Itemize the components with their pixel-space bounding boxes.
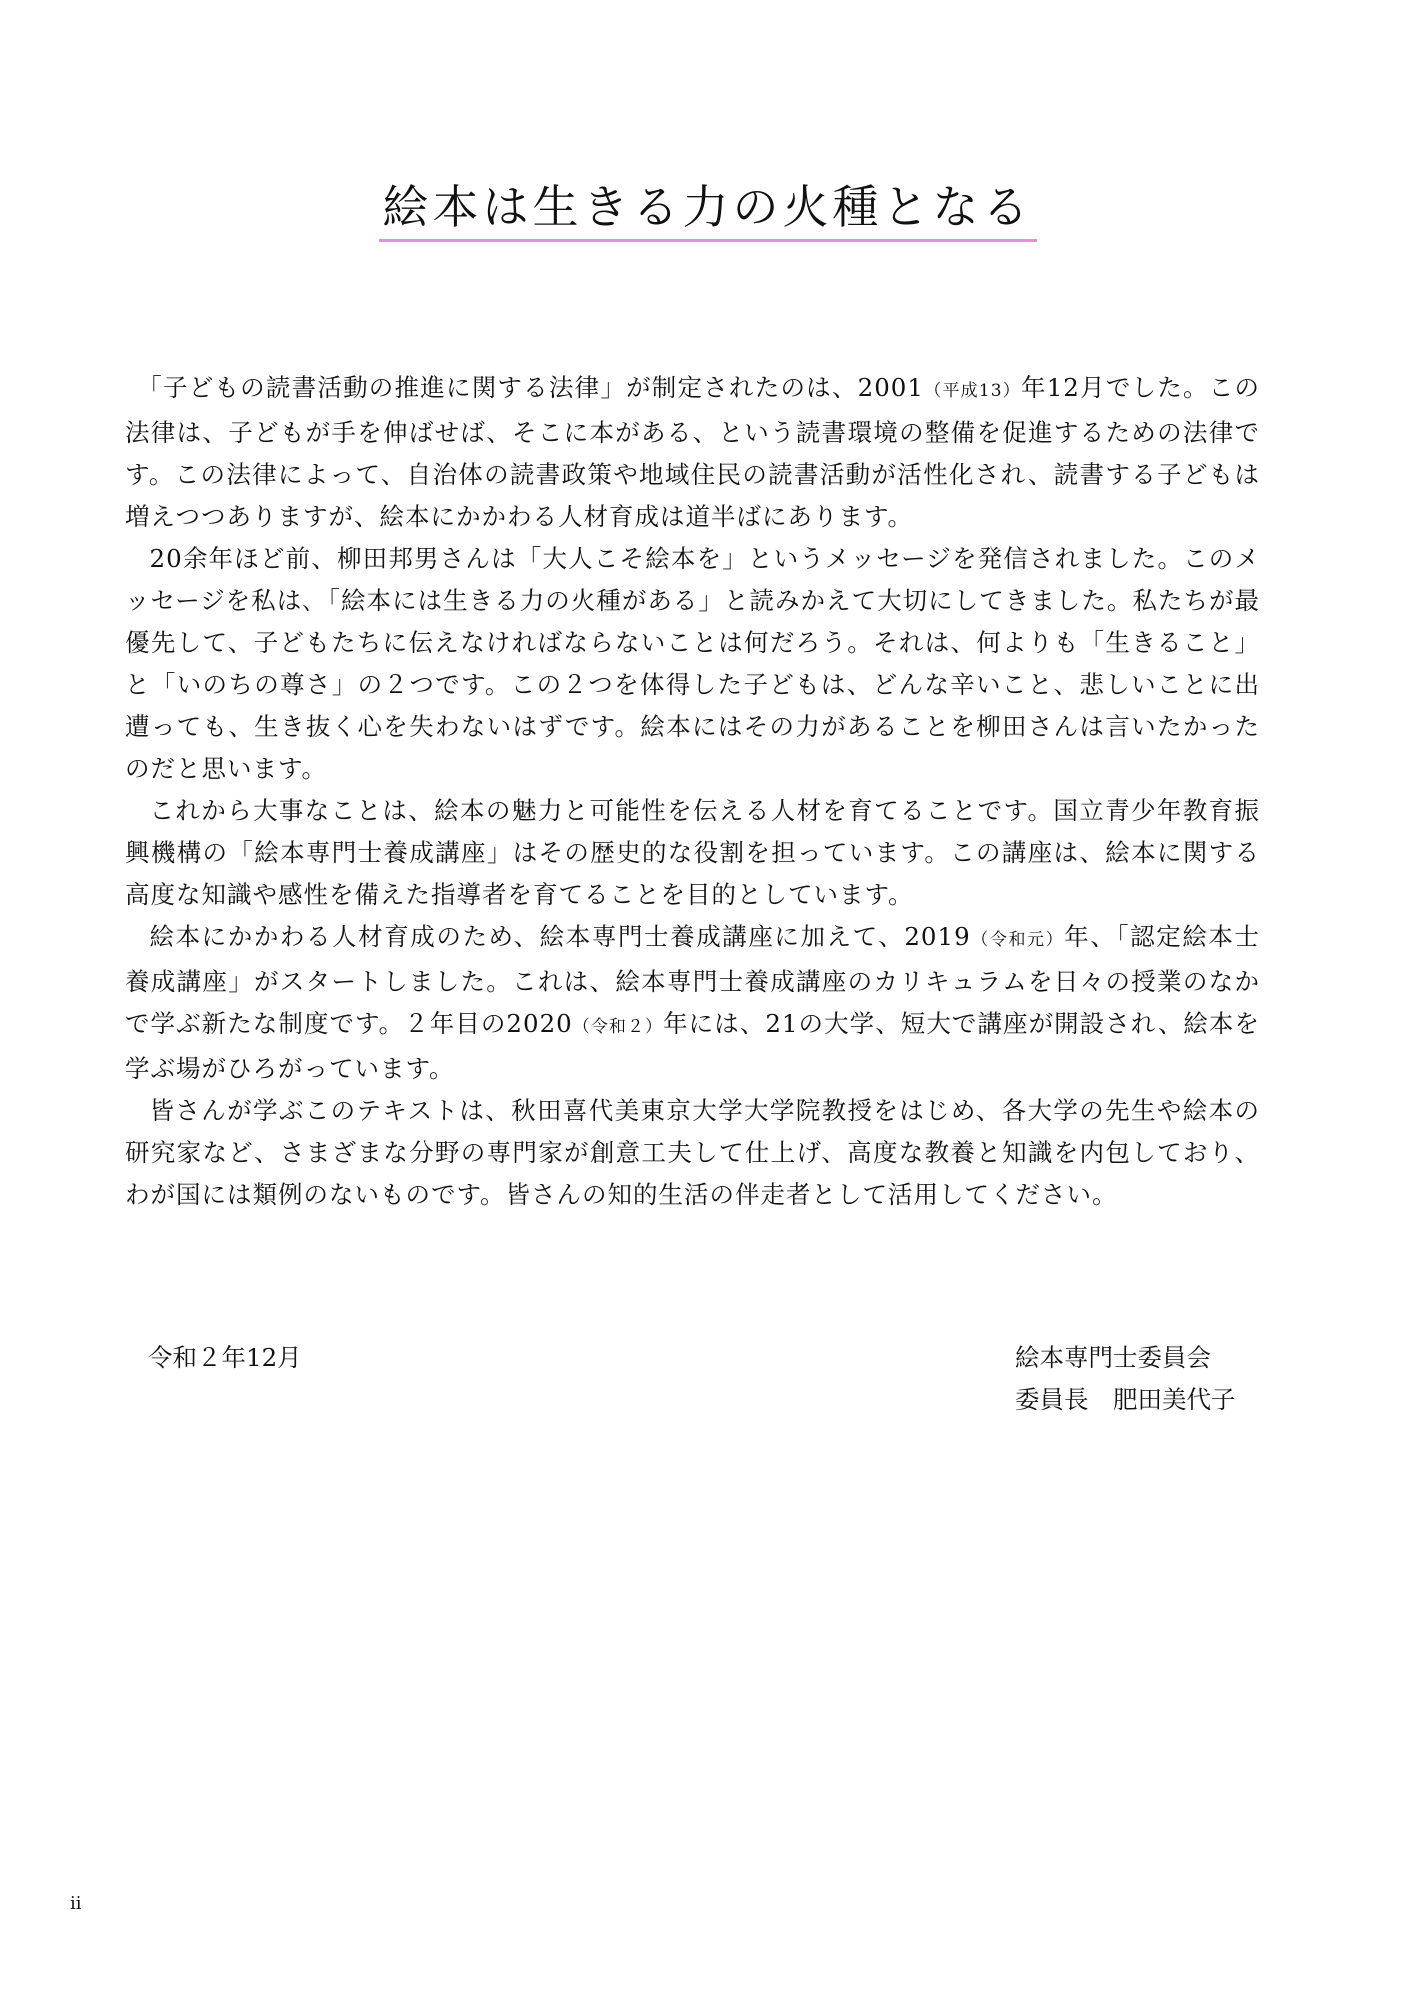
- paragraph: [125, 367, 1260, 538]
- title-container: [0, 180, 1415, 242]
- era-note: （令和２）: [572, 1017, 664, 1037]
- signer-name: 委員長 肥田美代子: [1015, 1385, 1236, 1414]
- paragraph-text: 年には、21の大学、短大で講座が開設され、絵本を学ぶ場がひろがっています。: [125, 1009, 1260, 1083]
- paragraph-text: 年12月でした。この法律は、子どもが手を伸ばせば、そこに本がある、という読書環境の整備を促進するための法律です。この法律によって、自治体の読書政策や地域住民の読書活動が活性化され、読書する子どもは増えつつありますが、絵本にかかわる人材育成は道半ばにあります。: [125, 373, 1260, 531]
- paragraph: 20余年ほど前、柳田邦男さんは「大人こそ絵本を」というメッセージを発信されました。このメッセージを私は､「絵本には生きる力の火種がある」と読みかえて大切にしてきました。私たちが最優先して、子どもたちに伝えなければならないことは何だろう。それは、何よりも「生きること」と「いのちの尊さ」の２つです。この２つを体得した子どもは、どんな辛いこと、悲しいことに出遭っても、生き抜く心を失わないはずです。絵本にはその力があることを柳田さんは言いたかったのだと思います。: [125, 544, 1260, 783]
- page-number: ii: [70, 1893, 82, 1914]
- signature-block: [1015, 1337, 1236, 1421]
- era-note: （平成13）: [923, 381, 1021, 401]
- closing-date: 令和２年12月: [148, 1343, 302, 1372]
- paragraph: 皆さんが学ぶこのテキストは、秋田喜代美東京大学大学院教授をはじめ、各大学の先生や絵本の研究家など、さまざまな分野の専門家が創意工夫して仕上げ、高度な教養と知識を内包しており、わが国には類例のないものです。皆さんの知的生活の伴走者として活用してください。: [125, 1096, 1260, 1209]
- era-note: （令和元）: [970, 930, 1065, 950]
- paragraph-text: 年、「認定絵本士養成講座」がスタートしました。これは、絵本専門士養成講座のカリキュラムを日々の授業のなかで学ぶ新たな制度です。２年目の2020: [125, 922, 1260, 1038]
- page-title: 絵本は生きる力の火種となる: [379, 180, 1037, 242]
- paragraph: これから大事なことは、絵本の魅力と可能性を伝える人材を育てることです。国立青少年教育振興機構の「絵本専門士養成講座」はその歴史的な役割を担っています。この講座は、絵本に関する高度な知識や感性を備えた指導者を育てることを目的としています。: [125, 796, 1260, 909]
- paragraph-text: 絵本にかかわる人材育成のため、絵本専門士養成講座に加えて、2019: [149, 922, 971, 951]
- paragraph-text: 「子どもの読書活動の推進に関する法律」が制定されたのは、2001: [137, 373, 924, 402]
- body-text: [125, 367, 1260, 1216]
- organization-name: 絵本専門士委員会: [1015, 1343, 1211, 1372]
- paragraph: [125, 916, 1260, 1090]
